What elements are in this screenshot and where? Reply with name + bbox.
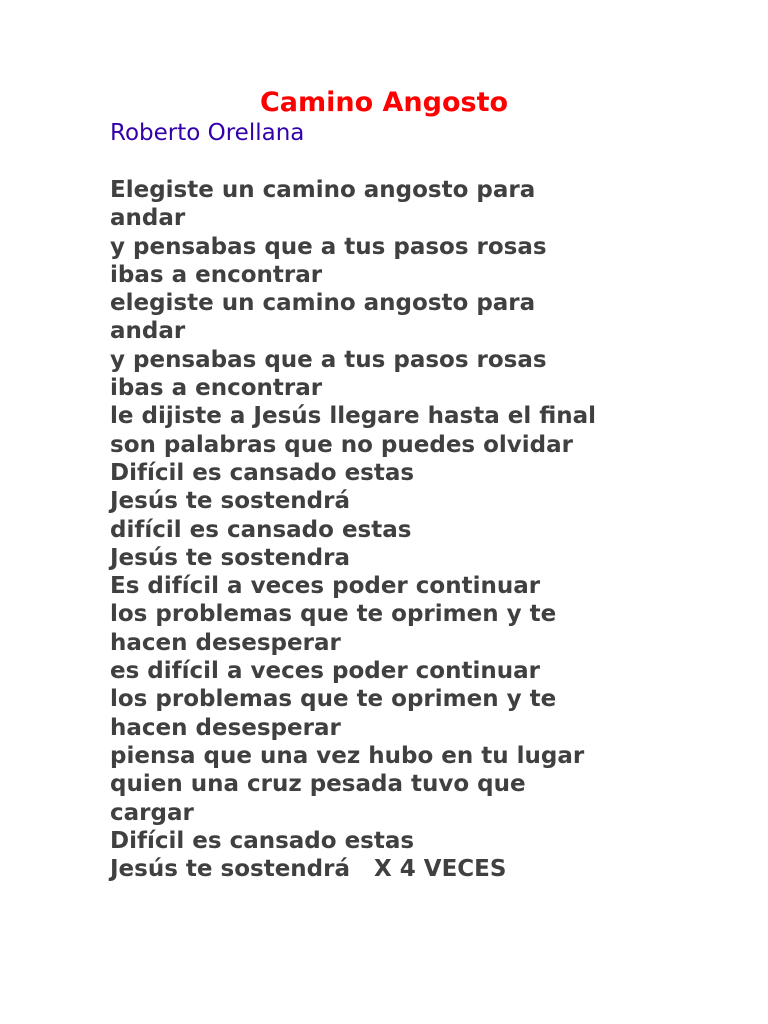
lyric-line: andar [110,318,186,345]
song-author: Roberto Orellana [110,120,305,146]
lyric-line: Jesús te sostendrá X 4 VECES [110,856,507,883]
lyric-line: son palabras que no puedes olvidar [110,431,573,458]
lyric-line: Jesús te sostendra [110,544,350,571]
lyric-line: es difícil a veces poder continuar [110,658,540,685]
song-title: Camino Angosto [259,87,509,118]
lyric-line: Elegiste un camino angosto para [110,177,536,203]
lyric-line: difícil es cansado estas [110,516,412,543]
lyric-line: hacen desesperar [110,714,341,741]
lyric-line: Jesús te sostendrá [110,488,350,515]
lyric-line: y pensabas que a tus pasos rosas [110,233,547,260]
lyric-line: andar [110,205,186,232]
lyric-line: Difícil es cansado estas [110,827,415,854]
lyric-line: elegiste un camino angosto para [110,290,536,317]
lyrics-body [110,176,710,883]
lyric-line: hacen desesperar [110,629,341,656]
lyric-line: le dijiste a Jesús llegare hasta el final [110,403,597,430]
lyric-line: y pensabas que a tus pasos rosas [110,346,547,373]
lyric-line: piensa que una vez hubo en tu lugar [110,742,585,769]
lyric-line: los problemas que te oprimen y te [110,601,557,628]
lyric-line: quien una cruz pesada tuvo que [110,771,526,798]
lyric-line: Difícil es cansado estas [110,459,415,486]
lyric-line: los problemas que te oprimen y te [110,686,557,713]
lyric-line: ibas a encontrar [110,375,323,402]
lyric-line: Es difícil a veces poder continuar [110,573,541,600]
lyric-line: cargar [110,799,194,826]
lyric-line: ibas a encontrar [110,261,323,288]
